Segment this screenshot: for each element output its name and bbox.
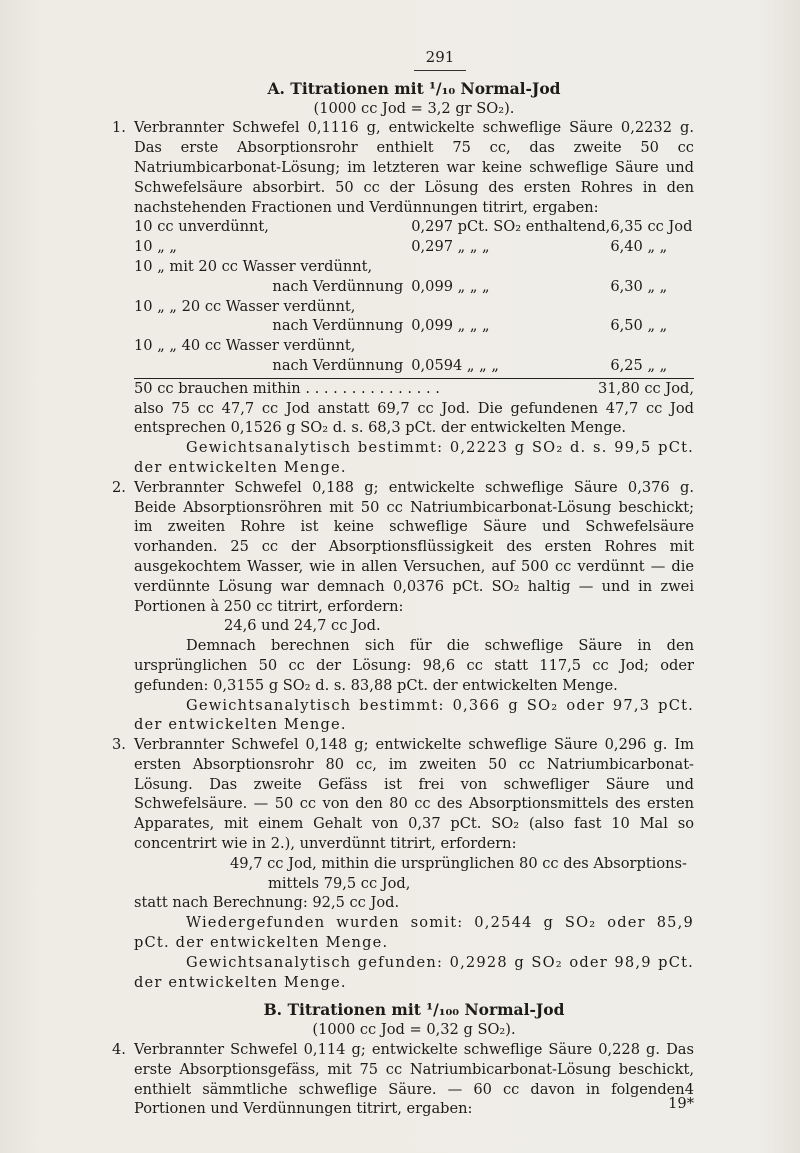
- experiment-1: [112, 118, 694, 217]
- experiment-3-text: Verbrannter Schwefel 0,148 g; entwickelte schweflige Säure 0,296 g. Im ersten Absorptionsrohr 80 cc, im zweiten 50 cc Natriumbicarbonat-Lösung. Das zweite Gefäss ist frei von schwefliger Säure und Schwefelsäure. — 50 cc von den 80 cc des Absorptionsmittels des ersten Apparates, mit einem Gehalt von 0,37 pCt. SO₂ (also fast 10 Mal so concentrirt wie in 2.), unverdünnt titrirt, erfordern:: [134, 736, 694, 853]
- table-cell: 6,40 „ „: [610, 238, 668, 256]
- table-cell: 10 „ „ 20 cc Wasser verdünnt,: [134, 297, 356, 315]
- experiment-number: 2.: [112, 478, 126, 496]
- table-cell: [134, 356, 269, 376]
- table-row: [134, 237, 694, 257]
- page-number: 291: [425, 48, 455, 66]
- table-cell: 0,297 pCt. SO₂ enthaltend,: [411, 218, 611, 236]
- table-cell: 10 cc unverdünnt,: [134, 218, 269, 236]
- table-cell: 6,50 „ „: [610, 317, 668, 335]
- table-cell: 0,099 „ „ „: [411, 277, 490, 295]
- table-cell: 6,35 cc Jod: [610, 218, 693, 236]
- experiment-3-instead: statt nach Berechnung: 92,5 cc Jod.: [134, 894, 400, 912]
- signature-mark: 19*: [668, 1095, 694, 1112]
- table-cell: [269, 237, 411, 257]
- experiment-2-text: Verbrannter Schwefel 0,188 g; entwickelte schweflige Säure 0,376 g. Beide Absorptionsröhren mit 50 cc Natriumbicarbonat-Lösung beschickt; im zweiten Rohre ist keine schweflige Säure und Schwefelsäure vorhanden. 25 cc der Absorptionsflüssigkeit des ersten Rohres mit ausgekochtem Wasser, wie in allen Versuchen, auf 500 cc verdünnt — die verdünnte Lösung war demnach 0,0376 pCt. SO₂ haltig — und in zwei Portionen à 250 cc titrirt, erfordern:: [134, 478, 694, 615]
- table-row: [134, 217, 694, 237]
- experiment-number: 1.: [112, 119, 126, 137]
- experiment-1-text: Verbrannter Schwefel 0,1116 g, entwickelte schweflige Säure 0,2232 g. Das erste Absorptionsrohr enthielt 75 cc, das zweite 50 cc Natriumbicarbonat-Lösung; im letzteren war keine schweflige Säure und Schwefelsäure absorbirt. 50 cc der Lösung des ersten Rohres in den nachstehenden Fractionen und Verdünnungen titrirt, ergaben:: [134, 119, 694, 216]
- table-row: [134, 297, 694, 317]
- table-row: [134, 257, 694, 277]
- page-text: [112, 48, 694, 1119]
- experiment-1-after: also 75 cc 47,7 cc Jod anstatt 69,7 cc Jod. Die gefundenen 47,7 cc Jod entsprechen 0,1526 g SO₂ d. s. 68,3 pCt. der entwickelten Menge.: [134, 399, 694, 437]
- experiment-4: [112, 1040, 694, 1119]
- table-cell: [269, 217, 411, 237]
- table-row: [134, 356, 694, 376]
- table-cell: [610, 257, 694, 277]
- table-cell: [610, 297, 694, 317]
- table-cell: [134, 316, 269, 336]
- table-cell: [610, 336, 694, 356]
- experiment-2-values: 24,6 und 24,7 cc Jod.: [224, 617, 381, 635]
- table-cell: 6,30 „ „: [610, 277, 668, 295]
- experiment-3-grav: Gewichtsanalytisch gefunden: 0,2928 g SO₂ oder 98,9 pCt. der entwickelten Menge.: [134, 953, 694, 991]
- page-number-rule: [414, 70, 466, 71]
- table-row: [134, 277, 694, 297]
- table-cell: 0,297 „ „ „: [411, 238, 490, 256]
- titration-table: [134, 217, 694, 375]
- table-cell: 6,25 „ „: [610, 356, 668, 374]
- table-cell: nach Verdünnung: [272, 277, 404, 295]
- experiment-3: [112, 735, 694, 854]
- table-cell: 0,0594 „ „ „: [411, 356, 499, 374]
- table-cell: 10 „ „: [134, 238, 177, 256]
- table-row: [134, 336, 694, 356]
- table-row: [134, 316, 694, 336]
- table-cell: 0,099 „ „ „: [411, 317, 490, 335]
- sum-right: 31,80 cc Jod,: [597, 379, 694, 397]
- table-cell: nach Verdünnung: [272, 317, 404, 335]
- experiment-3-values-1: 49,7 cc Jod, mithin die ursprünglichen 80 cc des Absorptions-: [230, 854, 687, 872]
- experiment-3-found: Wiedergefunden wurden somit: 0,2544 g SO₂ oder 85,9 pCt. der entwickelten Menge.: [134, 914, 694, 952]
- experiment-2-calc: Demnach berechnen sich für die schweflige Säure in den ursprünglichen 50 cc der Lösung: 98,6 cc statt 117,5 cc Jod; oder gefunden: 0,3155 g SO₂ d. s. 83,88 pCt. der entwickelten Menge.: [134, 637, 694, 694]
- sum-left: 50 cc brauchen mithin . . . . . . . . . . . . . . .: [134, 379, 440, 397]
- table-cell: 10 „ „ 40 cc Wasser verdünnt,: [134, 337, 356, 355]
- section-a-subtitle: (1000 cc Jod = 3,2 gr SO₂).: [313, 99, 515, 117]
- experiment-2: [112, 478, 694, 617]
- experiment-2-grav: Gewichtsanalytisch bestimmt: 0,366 g SO₂ oder 97,3 pCt. der entwickelten Menge.: [134, 696, 694, 734]
- table-cell: 10 „ mit 20 cc Wasser verdünnt,: [134, 257, 373, 275]
- sum-line: [134, 378, 694, 399]
- table-cell: [134, 277, 269, 297]
- experiment-number: 3.: [112, 736, 126, 754]
- section-b-title: B. Titrationen mit ¹/₁₀₀ Normal-Jod: [263, 1000, 565, 1020]
- section-a-title: A. Titrationen mit ¹/₁₀ Normal-Jod: [267, 78, 561, 98]
- experiment-3-values-2: mittels 79,5 cc Jod,: [268, 874, 411, 892]
- experiment-4-text: Verbrannter Schwefel 0,114 g; entwickelte schweflige Säure 0,228 g. Das erste Absorptionsgefäss, mit 75 cc Natriumbicarbonat-Lösung beschickt, enthielt sämmtliche schweflige Säure. — 60 cc davon in folgenden4 Portionen und Verdünnungen titrirt, ergaben:: [134, 1041, 694, 1118]
- experiment-1-grav: Gewichtsanalytisch bestimmt: 0,2223 g SO₂ d. s. 99,5 pCt. der entwickelten Menge.: [134, 439, 694, 476]
- section-b-subtitle: (1000 cc Jod = 0,32 g SO₂).: [312, 1021, 516, 1039]
- experiment-number: 4.: [112, 1041, 126, 1059]
- table-cell: nach Verdünnung: [272, 356, 404, 374]
